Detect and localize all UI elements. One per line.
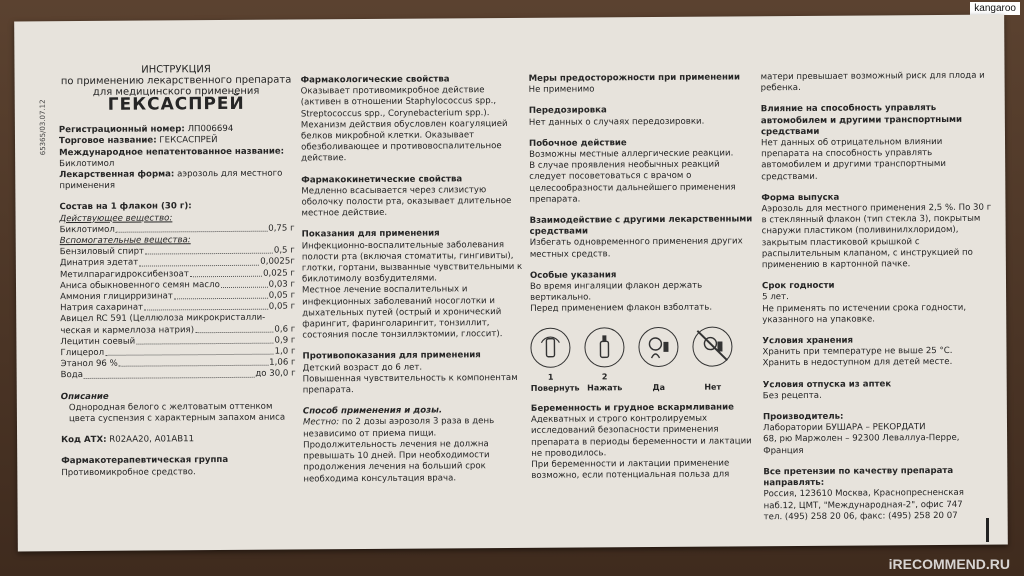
claims-heading: Все претензии по качеству препарата направлять: <box>763 465 954 489</box>
pharmacol-heading: Фармакологические свойства <box>300 74 450 86</box>
contra-heading: Противопоказания для применения <box>302 350 481 362</box>
instruction-leaflet <box>14 15 1008 552</box>
atx-label: Код АТХ: <box>61 435 107 446</box>
claims-text-3: тел. (495) 258 20 06, факс: (495) 258 20 07 <box>763 510 958 522</box>
desc-label: Описание <box>60 391 109 402</box>
group-value: Противомикробное средство. <box>61 466 196 478</box>
form-label: Лекарственная форма: <box>59 169 175 181</box>
release-heading: Форма выпуска <box>761 192 840 204</box>
dispense-heading: Условия отпуска из аптек <box>762 379 892 390</box>
pictograms <box>530 326 755 368</box>
overdose-text: Нет данных о случаях передозировки. <box>528 116 705 128</box>
composition-title: Состав на 1 флакон (30 г): <box>59 201 192 213</box>
atx-value: R02AA20, A01AB11 <box>109 434 195 446</box>
special-heading: Особые указания <box>529 270 617 281</box>
reg-label: Регистрационный номер: <box>58 124 185 136</box>
precaut-text: Не применимо <box>528 84 595 96</box>
storage-heading: Условия хранения <box>762 335 854 347</box>
maker-text-2: 68, рю Маржолен – 92300 Леваллуа-Перре, <box>763 433 960 445</box>
avicel-line-1: Авицел RC 591 (Целлюлоза микрокристалли- <box>60 313 266 325</box>
special-text-2: Перед применением флакон взболтать. <box>530 303 713 315</box>
dose-text-1: по 2 дозы аэрозоля 3 раза в день независимо от приема пищи. <box>303 416 495 440</box>
shelf-text-1: 5 лет. <box>762 292 789 303</box>
pictogram-captions: Повернуть Нажать Да Нет <box>530 382 722 393</box>
title-line-1: ИНСТРУКЦИЯ <box>141 64 211 76</box>
special-text-1: Во время ингаляции флакон держать вертикально. <box>529 280 703 304</box>
reg-value: ЛП006694 <box>187 124 234 135</box>
drive-text: Нет данных об отрицательном влиянии препарата на способность управлять автомобилем и другими транспортными средствами. <box>760 137 947 182</box>
contra-text-1: Детский возраст до 6 лет. <box>302 362 423 374</box>
side-text-1: Возможны местные аллергические реакции. <box>529 148 734 160</box>
maker-text-3: Франция <box>763 445 804 456</box>
title-line-2: по применению лекарственного препарата <box>60 74 292 88</box>
pictogram-numbers: 1 2 <box>547 371 608 382</box>
preg-continued: матери превышает возможный риск для плода и ребенка. <box>760 70 985 94</box>
storage-text-2: Хранить в недоступном для детей месте. <box>762 357 953 369</box>
claims-text-2: наб.12, ЦМТ, "Международная-2", офис 747 <box>763 499 963 511</box>
dose-heading: Способ применения и дозы. <box>302 405 443 417</box>
overdose-heading: Передозировка <box>528 105 607 117</box>
kinet-text: Медленно всасывается через слизистую оболочку полости рта, оказывает длительное местное действие. <box>301 184 512 219</box>
preg-text-2: При беременности и лактации применение возможно, если потенциальная польза для <box>531 458 730 482</box>
excip-row: Натрия сахаринат 0,05 г <box>60 301 296 314</box>
preg-heading: Беременность и грудное вскармливание <box>530 402 734 414</box>
drive-heading: Влияние на способность управлять автомобилем и другими транспортными средствами <box>760 103 963 138</box>
claims-text-1: Россия, 123610 Москва, Краснопресненская <box>763 488 964 500</box>
active-row: Биклотимол 0,75 г <box>59 223 295 235</box>
dose-label: Местно: <box>302 417 340 428</box>
watermark: iRECOMMEND.RU <box>888 556 1010 572</box>
inn-value: Биклотимол <box>59 158 115 169</box>
avicel-row: ческая и кармеллоза натрия) 0,6 г <box>60 324 296 336</box>
precaut-heading: Меры предосторожности при применении <box>528 72 740 84</box>
drug-name: ГЕКСАСПРЕЙ <box>107 93 245 115</box>
inn-label: Международное непатентованное название: <box>59 146 285 158</box>
press-spray-icon <box>584 327 624 367</box>
excip-label: Вспомогательные вещества: <box>59 235 191 247</box>
pharmacol-text: Оказывает противомикробное действие (активен в отношении Staphylococcus spp., Streptococcus spp., Corynebacterium spp.). Механизм действия обусловлен коагуляцией белков микробной клетки. Оказывает обезболивающее и противовоспалительное действие. <box>300 85 508 164</box>
maker-heading: Производитель: <box>762 411 844 423</box>
dispense-text: Без рецепта. <box>762 390 822 402</box>
trade-label: Торговое название: <box>58 135 157 147</box>
kinet-heading: Фармакокинетические свойства <box>301 173 463 186</box>
side-heading: Побочное действие <box>528 138 627 149</box>
excip-row: Аммония глицирризинат 0,05 г <box>60 290 296 303</box>
side-code: 65365/03.07.12 <box>38 99 48 156</box>
excip-row: Вода до 30,0 г <box>60 368 296 381</box>
desc-text: Однородная белого с желтоватым оттенком цвета суспензия с характерным запахом аниса <box>68 401 286 425</box>
excip-row: Метилпарагидроксибензоат 0,025 г <box>59 268 295 280</box>
indic-heading: Показания для применения <box>301 228 440 240</box>
contra-text-2: Повышенная чувствительность к компонентам препарата. <box>302 372 518 396</box>
excip-row: Бензиловый спирт 0,5 г <box>59 245 295 258</box>
turn-bottle-icon <box>530 327 570 367</box>
title-line-3: для медицинского применения <box>92 85 260 98</box>
interact-heading: Взаимодействие с другими лекарственными средствами <box>529 214 753 238</box>
excip-row: Аниса обыкновенного семян масло 0,03 г <box>59 279 296 291</box>
release-text: Аэрозоль для местного применения 2,5 %. По 30 г в стеклянный флакон (тип стекла 3), покрытым снаружи пластиком (поливинилхлоридом), закрытым пластиковой крышкой с распылительным клапаном, с инструкцией по применению в картонной пачке. <box>761 202 992 271</box>
excip-row: Этанол 96 % 1,06 г <box>60 357 296 370</box>
excip-row: Динатрия эдетат 0,0025г <box>59 256 295 269</box>
brand-tag: kangaroo <box>970 2 1020 15</box>
excip-row: Лецитин соевый 0,9 г <box>60 335 296 348</box>
column-4 <box>761 71 996 524</box>
group-label: Фармакотерапевтическая группа <box>61 455 229 467</box>
column-2 <box>301 74 526 485</box>
indic-text-2: Местное лечение воспалительных и инфекционных заболеваний носоглотки и дыхательных путей (острый и хронический фарингит, фаринголарингит, тонзиллит, состояния после тонзиллэктомии, глоссит). <box>302 284 503 341</box>
no-forbidden-icon <box>692 326 732 366</box>
shelf-heading: Срок годности <box>761 280 835 292</box>
yes-inhale-icon <box>638 326 678 366</box>
side-text-2: В случае проявления необычных реакций следует посоветоваться с врачом о целесообразности дальнейшего применения препарата. <box>529 159 736 205</box>
column-1 <box>58 64 296 480</box>
trade-value: ГЕКСАСПРЕЙ <box>159 135 218 146</box>
form-value: аэрозоль для местного применения <box>59 168 283 192</box>
column-3 <box>529 72 757 482</box>
preg-text-1: Адекватных и строго контролируемых исследований безопасности применения препарата в периоды беременности и лактации не проводилось. <box>530 413 752 459</box>
interact-text: Избегать одновременного применения других местных средств. <box>529 236 743 260</box>
storage-text-1: Хранить при температуре не выше 25 °C. <box>762 346 953 358</box>
dose-text-2: Продолжительность лечения не должна превышать 10 дней. При необходимости продолжения лечения на больший срок необходима консультация врача. <box>303 439 490 484</box>
edge-mark <box>986 518 989 542</box>
excip-row: Глицерол 1,0 г <box>60 346 296 359</box>
indic-text-1: Инфекционно-воспалительные заболевания полости рта (включая стоматиты, гингивиты), глотки, гортани, вызванные чувствительными к биклотимолу возбудителями. <box>301 239 523 285</box>
shelf-text-2: Не применять по истечении срока годности, указанного на упаковке. <box>762 302 967 326</box>
maker-text-1: Лаборатории БУШАРА – РЕКОРДАТИ <box>762 422 926 434</box>
active-label: Действующее вещество: <box>59 212 173 224</box>
